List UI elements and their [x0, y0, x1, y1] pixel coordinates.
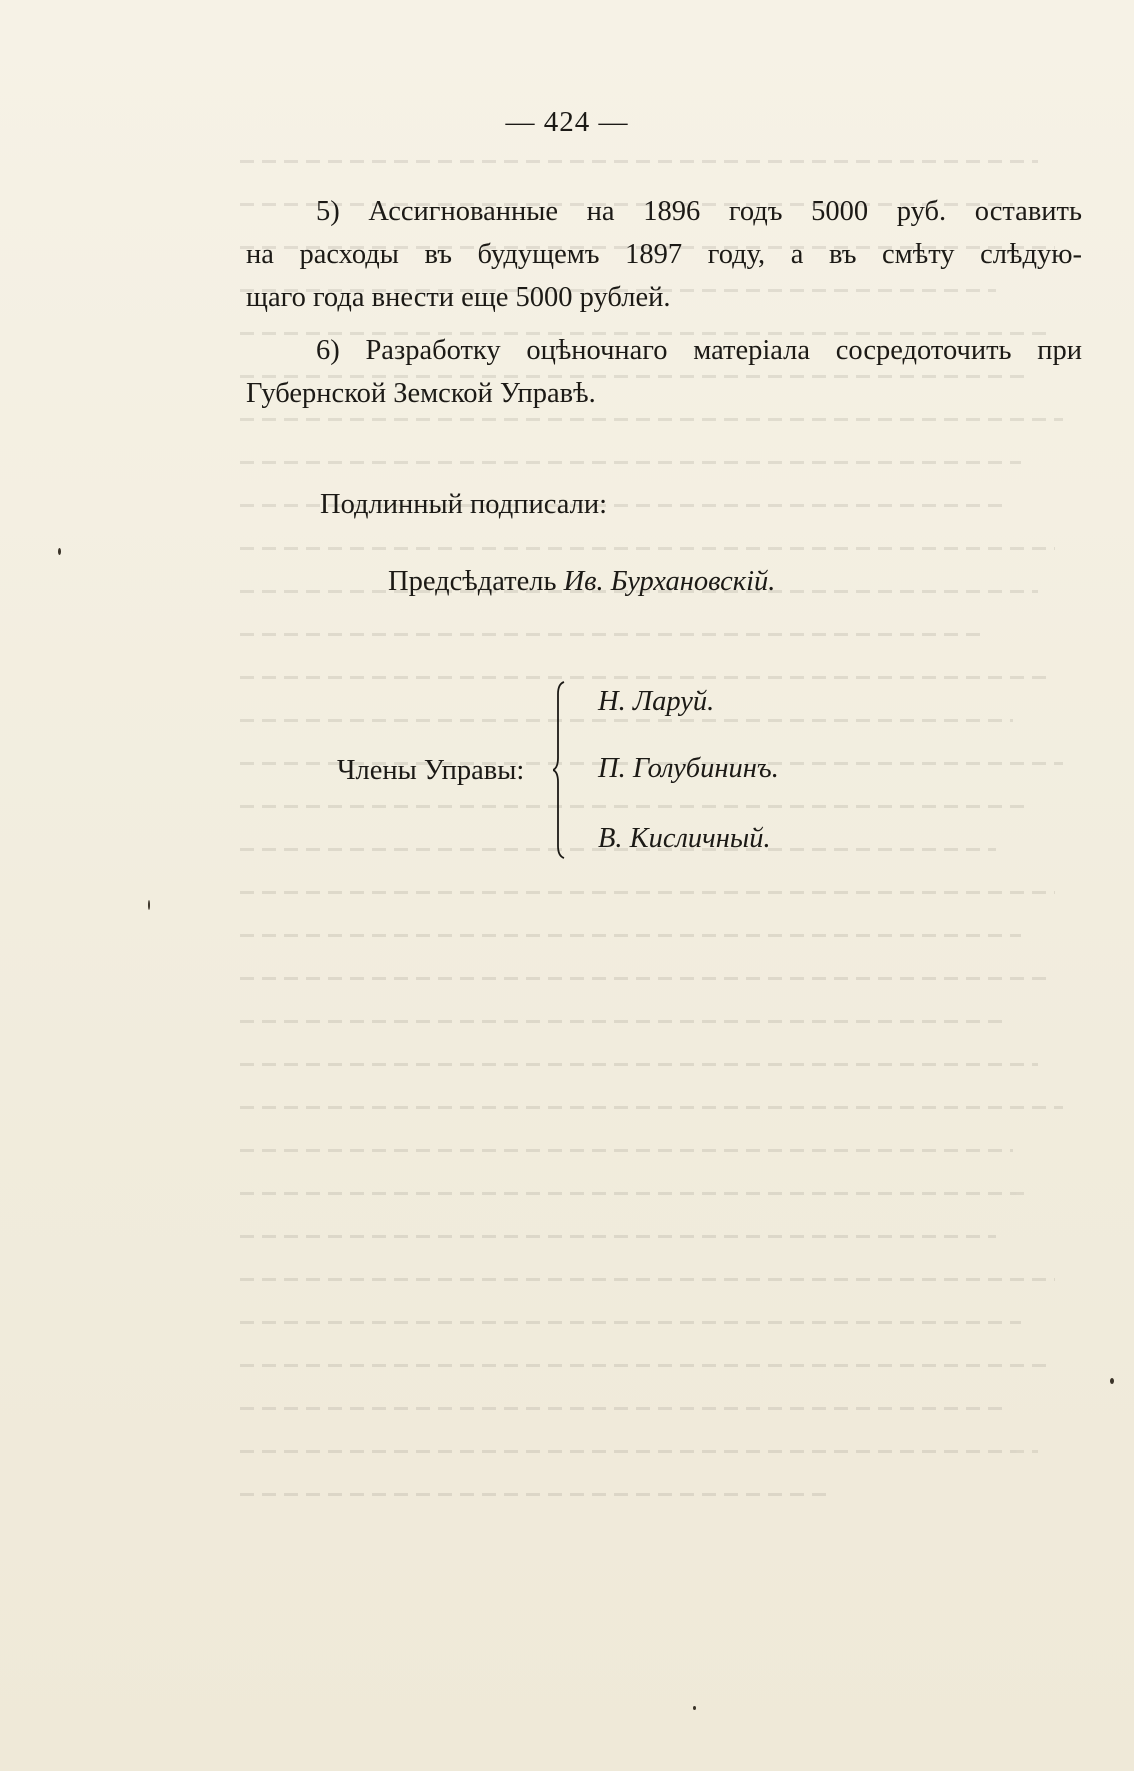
members-label: Члены Управы:: [337, 755, 525, 786]
member-name: Н. Ларуй.: [598, 686, 715, 717]
chairman-signature: [388, 566, 775, 598]
chairman-title: Предсѣдатель: [388, 566, 557, 597]
members-brace: [553, 680, 567, 860]
page-number: — 424 —: [505, 106, 629, 138]
member-name: В. Кисличный.: [598, 823, 771, 854]
paper-speck: [148, 900, 150, 910]
paragraph-5: [246, 190, 1082, 319]
paper-speck: [58, 548, 61, 555]
chairman-name: Ив. Бурхановскій.: [563, 566, 776, 597]
paragraph-line: 5) Ассигнованные на 1896 годъ 5000 руб. оставить: [316, 196, 1082, 227]
paragraph-line: Губернской Земской Управѣ.: [246, 378, 596, 409]
signatures-heading: Подлинный подписали:: [320, 489, 607, 520]
paragraph-line: щаго года внести еще 5000 рублей.: [246, 282, 671, 313]
paper-speck: [693, 1706, 696, 1710]
paragraph-line: 6) Разработку оцѣночнаго матеріала сосредоточить при: [316, 335, 1082, 366]
paper-speck: [1110, 1378, 1114, 1384]
member-name: П. Голубининъ.: [598, 753, 779, 784]
paragraph-6: [246, 329, 1082, 415]
paragraph-line: на расходы въ будущемъ 1897 году, а въ смѣту слѣдую-: [246, 239, 1082, 270]
